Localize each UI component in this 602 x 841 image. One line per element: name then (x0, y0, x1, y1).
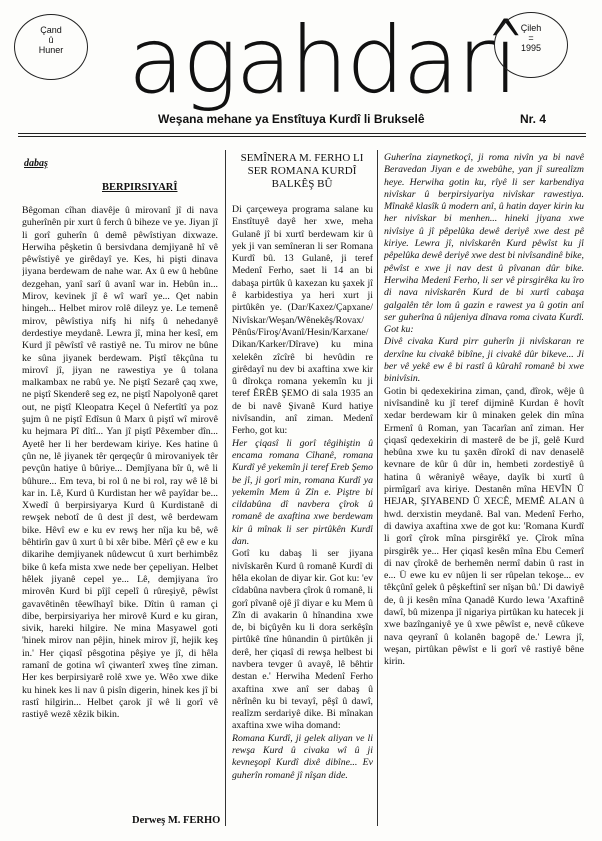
article-title (230, 152, 374, 191)
badge-line: Çileh (520, 23, 542, 33)
body-text: Gotin bi qedexekirina ziman, çand, dîrok, wêje û nivîsandinê ku jî teref dijminê Kurdan ê hovît xedar berdewam kir û minaken gelek din mîna Ermenî û Roman, yan Tacarîan anî ziman. Her çiqasî qedexekirin di masterê de be jî, gelê Kurd hebûna xwe ku tu şaxên dîrokî di nav denaselê kevnare de kûr û dûr in, hembeti zordestiyê û hatina û wêraniyê wêaye, dayîk bi xurtî û pirmîgarî ava kiriye. Destanên mîna HEVÎN Û HEJAR, ŞIYABEND Û XECÊ, MEMÊ ALAN û hwd. derxistin meydanê. Bal van. Medenî Ferho, di dawiya axaftina xwe de got ku: 'Romana Kurdî li gorî çîrok mîna pirsgirêkî ye. Çîrok mîna pirsgirêk ye... Her çiqasî kesên mîna Ebu Cemerî di nav çîrokê de berhemên nermî dabin û rast in e... Ü ewe ku ev nûjen li ser rûpelan tekoşe... ev têkçûnî gelek û pêşkeftinî ser nîşan bû.' Di dawiyê de, û ji kesên mîna Qanadê Kurdo lewa 'Axaftinê dawî, bû mizenpa jî nigariya pirtûkan ku hatecek ji xwe bazînganiyê ye û xwe pêwîst e, nevê cûkeve nava qeyranî û kolanên bagopê de.' Lewra jî, weşan, pirtûkan pêwîst e li gorî vê rastiyê bêne kirin. (384, 385, 584, 668)
date-badge (494, 12, 568, 78)
article-body (384, 152, 584, 828)
article-title: BERPIRSIYARÎ (102, 182, 178, 193)
body-text: Bêgoman cîhan diavêje û mirovanî jî di nava guherînên pir xurt û ferch û biheze ve ye. Jiyan jî li gorî guherîn û demê pêwîstiyan dixwaze. Herwiha pêşketin û bersivdana demjiyanê hî vê pêwîstiyê ye girêdayî ye. Kes, hi pişti dinava jiyana berdewam de nahe war. Ax û ew û hebûne dezgehan, yanî sarî û avanî war in. Hebûn in... Mirov, kevinek jî ê wî warî ye... Qet nabin hingeh... Helbet mirov rolê dileyz ye. Le temenê mirov, pêwîstiya nifş hi nifş û nehedanyê derdestiye meydanê. Lewra jî, mina her kesî, em Kurd jî pêwîstî vê rastiyê ne. Tu mirov ne bûne ke sûna jiyanek berdewam. Piştî têkçûna tu mirovî jî, jiyan ne rawestiya ye û tolana malkambax ne rabû ye. Ne piştî Sezarê çaq xwe, ne piştî Skenderê seg ez, ne piştî Napolyonê qaret out, ne piştî Kleopatra Keçel û Nefertîtî ya poz şujm û ne piştî Edîsun û Marx û piştî wî mirovê ku hejmara Pî dîtî... Yan jî piştî Pêxember dîn... Ayetê her li her berdewam kiriye. Kes hatine û çûn ne, lê jiyanek têr qerqeçûr û mirovaniyek têr pevçûn hatiye û bûriye... Demjîyana bîr û, wê li bûhure... Em teva, bi rol û ne bi rol, ray wê lê bi kar in. Lê, Kurd û Kurdistan her wê payîdar be... Xwedî û berpirsiyarya Kurd û Kurdistanê di rewşek nebotî de û dest jî dest, wê berdewam bike. Hêvî ew e ku ev rewş her nîja ku bê, wê bêhtirîn gav û xurt û bi xêr bibe. Mêrî çê ew e ku dikarihe demjiyanek nûdewcut û xurt berhimbêz bike û kefa mista xwe nede ber çepeliyan. Helbet hêlek jiyanê cepel ye... Lê, demjiyana îro mirovên Kurd bi pîjî cepelî û rûreşiyê, pêwîst gavavêtinên têewîhayî bike. Dîtin û raman çi dibe, berpirsiyariya her mirovê Kurd e ku giran, sivik, hareki hilgire. Ne mina Masyawel goti 'hinek mirov nan pêjin, hinek mirov jî, hejik keş in.' Her çiqasî pêsgotina pêşiye ye jî, di hêla ramanî de gotina wî çiwanterî xweş tîne ziman. Her kes berpirsiyarê rolê xwe ye. Wêo xwe dike ku hinek kes li nav û pisîn digerin, hinek kes jî bi rastî hilgirin... Helbet çarok jî wê li gorî vê rastiyê wezê xêzik bikin. (22, 205, 218, 721)
title-line: SEMÎNERA M. FERHO LI (240, 152, 364, 164)
issue-number: Nr. 4 (520, 112, 547, 126)
masthead: agahdarî (128, 7, 517, 114)
article-kicker: dabaş (24, 158, 48, 169)
article-signature: Derweş M. FERHO (132, 815, 221, 826)
body-text: Gotî ku dabaş li ser jiyana nivîskarên Kurd û romanê Kurdî di hêla ekolan de diyar kir. Got ku: 'ev cîdabûna navbera çîrok û romanê, li gorî pîvanê ojê jî diyar e ku Mem û Zîn di avakarin û hînandina xwe de, bi biçûyên ku li dora serkêşîn pirtûkê tîne hûnandin û pirtûkên ji derê, her çiqasî di rewşa helbest bi navbera tevger û avayê, lê bêhtir destan e.' Herwiha Medenî Ferho axaftina xwe anî ser dabaş û nêrînên ku bi tevayî, pêşî û dawî, realîzm serdariyê dike. Bi mînakan axaftina xwe wiha domand: (232, 548, 373, 732)
body-text: Guherîna ziaynetkoçî, ji roma nivîn ya bi navê Beravedan Jiyan e de xwebûhe, yan jî surealîzm heye. Herwiha gotin ku, rîyê li ser karbendiya nivîskar û berpirsiyariya nivîskar rawestiya. Mînakê klasîk û modern anî, û hatin dayer kirin ku her nivîskar bi menhen... hineki jiyana xwe nivîsiye û jî pêpelûka dewê deriyê xwe dest pê kiriye. Lewra jî, nivîskarên Kurd pêwîst ku jî pêpelûka dewê deriyê xwe dest bi nivîsandinê bike, pêwîst e xwe ji nav dest û pîvanan dûr bike. Herwiha Medenî Ferho, li ser vê pirsgirêka ku îro di nava nivîskarên Kurd de bi xurtî cabaşa galgalên têr lom û gazin e rawest ya û gotin anî ser guherîna û nûjeniya dînava roma civata Kurdî. Got ku: (384, 152, 584, 336)
badge-line: 1995 (520, 43, 542, 53)
title-line: SER ROMANA KURDÎ (247, 165, 357, 177)
badge-line: Huner (38, 45, 64, 55)
article-body (232, 204, 373, 826)
header-rule (18, 136, 586, 137)
quote-text: Romana Kurdî, ji gelek aliyan ve li rewşa Kurd û civaka wî û ji kevneşopî Kurdî dixê dibîne... Ev guherîn romanê jî nîşan dide. (232, 732, 373, 781)
title-line: BALKÊŞ BÛ (271, 178, 333, 190)
article-body (22, 205, 218, 813)
publication-subtitle: Weşana mehane ya Enstîtuya Kurdî li Brukselê (158, 112, 425, 126)
badge-line: û (48, 35, 54, 45)
quote-text: Her çiqasî li gorî têgihiştin û encama romana Cîhanê, romana Kurdî yê yekemîn ji teref Ereb Şemo be jî, ji gorî min, romana Kurdî ya yekemîn Mem û Zîn e. Piştre bi cildabûna dî navbera çîrok û romanê de axaftina xwe berdewam kir û mînak li ser pirtûkên Kurdî dan. (232, 437, 373, 548)
culture-art-badge (14, 14, 88, 80)
badge-line: Çand (40, 25, 62, 35)
column-divider (377, 150, 378, 826)
quote-text: Divê civaka Kurd pirr guherîn ji nivîskaran re derxîne ku civakê bibîne, ji civakê dûr bikeve... Ji ber vê yekê ew ê bi rastî û kûrahî romanê bi xwe binivîsin. (384, 336, 584, 385)
column-divider (225, 150, 226, 826)
body-text: Di çarçeweya programa salane ku Enstîtuyê dayê her xwe, meha Gulanê jî bi xurtî berdewam kir û yek ji van semîneran li ser Romana Kurdî bû. 13 Gulanê, ji teref Medenî Ferho, saet li 14 an bi dabaşa pirtûk û kaxezan ku şaxek jî ê karbidestiya ya heri xurt ji pirtûkên ye. (Dar/Kaxez/Çapxane/ Nivîskar/Weşan/Wênekêş/Rovax/ Pênûs/Firoş/Avanî/Hesin/Karxane/ Dikan/Karker/Dîrave) ku mina xelekên zîcîrê bi hevûdin re girêdayî nu dev bi axaftina xwe kir û dîrokça romana yekemîn ku ji teref ÊRÊB ŞEMO di sala 1935 an de bi navê Şivanê Kurd hatiye nivîsandin, anî ziman. Medenî Ferho, got ku: (232, 204, 373, 437)
header-rule (18, 133, 586, 134)
badge-line: = (528, 33, 534, 43)
